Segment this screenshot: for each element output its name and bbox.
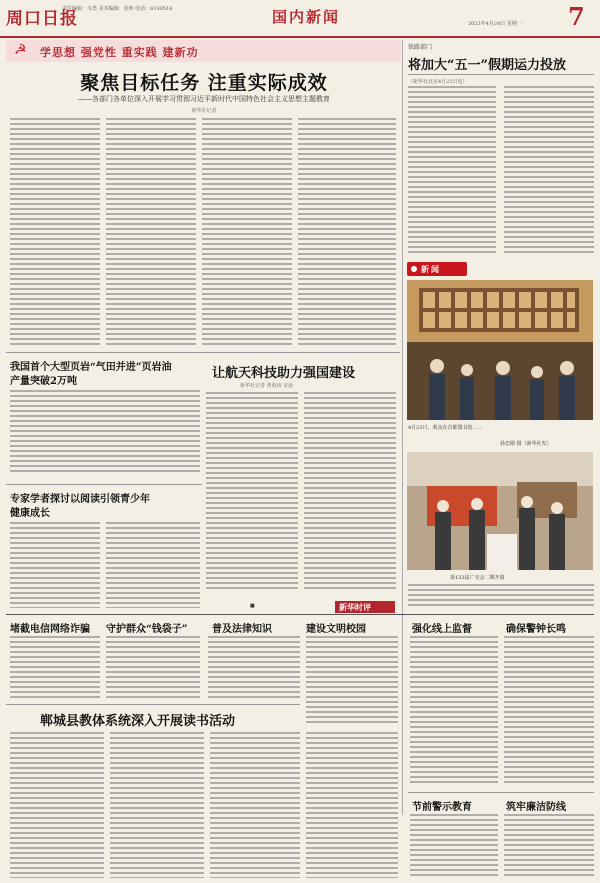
lead-byline: 新华社记者 bbox=[191, 108, 217, 114]
library-photo-caption: 4月23日，观众在首都图书馆…… bbox=[408, 425, 483, 431]
wallet-body bbox=[106, 636, 200, 698]
reading-headline-line2: 健康成长 bbox=[10, 508, 50, 519]
divider bbox=[408, 792, 594, 793]
law-body bbox=[208, 636, 300, 698]
aerospace-byline: 新华社记者 黄海涛 宋晨 bbox=[240, 383, 294, 389]
xinhua-stamp: ■ bbox=[250, 603, 255, 609]
law-headline: 普及法律知识 bbox=[212, 624, 272, 635]
integrity-headline: 筑牢廉洁防线 bbox=[506, 802, 566, 813]
aerospace-headline: 让航天科技助力强国建设 bbox=[212, 366, 356, 381]
header-meta: 责任编辑：韦勇 美术编辑：张坤 电话：6199516 bbox=[62, 6, 173, 12]
xinhua-commentary-logo: 新华时评 bbox=[335, 601, 395, 613]
warning-body bbox=[504, 636, 594, 786]
divider bbox=[6, 704, 300, 705]
reading-activity-body-col-3 bbox=[210, 732, 300, 878]
canton-fair-photo bbox=[407, 452, 593, 570]
right-kicker: 铁路部门 bbox=[408, 44, 433, 51]
library-photo-credit: 孙忠刚 摄（新华社发） bbox=[500, 441, 552, 447]
fraud-body bbox=[10, 636, 100, 698]
integrity-body bbox=[504, 814, 594, 878]
campus-headline: 建设文明校园 bbox=[306, 624, 366, 635]
wallet-headline: 守护群众“钱袋子” bbox=[106, 624, 188, 635]
banner-slogan: 学思想 强党性 重实践 建新功 bbox=[40, 46, 199, 59]
dot-icon bbox=[411, 266, 417, 272]
lead-headline: 聚焦目标任务 注重实际成效 bbox=[80, 72, 328, 94]
reading-body-col-1 bbox=[10, 522, 100, 608]
reading-activity-body-col-1 bbox=[10, 732, 104, 878]
canton-fair-caption: 第133届广交会二期开幕 bbox=[450, 575, 505, 581]
page-number: 7 bbox=[568, 2, 585, 31]
masthead: 周口日报 bbox=[6, 9, 78, 29]
right-body-col-2 bbox=[504, 86, 594, 256]
lead-body-col-3 bbox=[202, 118, 292, 348]
library-photo-image bbox=[407, 280, 593, 420]
divider bbox=[408, 74, 594, 75]
fraud-headline: 堵截电信网络诈骗 bbox=[10, 624, 90, 635]
page-header bbox=[0, 0, 600, 38]
supervision-headline: 强化线上监督 bbox=[412, 624, 472, 635]
divider bbox=[6, 614, 594, 615]
right-body-col-1 bbox=[408, 86, 496, 256]
supervision-body bbox=[410, 636, 498, 786]
divider bbox=[6, 484, 202, 485]
reading-body-col-2 bbox=[106, 522, 200, 608]
section-title: 国内新闻 bbox=[272, 8, 341, 26]
shale-headline-line1: 我国首个大型页岩“气田并进”页岩油 bbox=[10, 362, 172, 373]
lead-body-col-1 bbox=[10, 118, 100, 348]
aerospace-body-col-2 bbox=[304, 392, 396, 592]
aerospace-body-col-1 bbox=[206, 392, 298, 592]
library-photo bbox=[407, 280, 593, 420]
lead-body-col-4 bbox=[298, 118, 396, 348]
party-emblem-icon: ☭ bbox=[14, 42, 27, 58]
column-divider bbox=[402, 40, 403, 815]
campus-body-cont bbox=[306, 732, 398, 878]
right-dateline: （新华社北京4月22日电） bbox=[408, 79, 468, 85]
pre-holiday-headline: 节前警示教育 bbox=[412, 802, 472, 813]
campus-body bbox=[306, 636, 398, 726]
reading-activity-headline: 郸城县教体系统深入开展读书活动 bbox=[40, 714, 236, 729]
news-tab: 新闻 bbox=[407, 262, 467, 276]
issue-date: 2023年4月24日 星期一 bbox=[468, 21, 522, 27]
shale-headline-line2: 产量突破2万吨 bbox=[10, 376, 77, 387]
canton-fair-photo-image bbox=[407, 452, 593, 570]
lead-subheadline: ——各部门各单位深入开展学习贯彻习近平新时代中国特色社会主义思想主题教育 bbox=[78, 95, 330, 103]
canton-fair-body bbox=[408, 584, 594, 608]
reading-headline-line1: 专家学者探讨以阅读引领青少年 bbox=[10, 494, 150, 505]
warning-headline: 确保警钟长鸣 bbox=[506, 624, 566, 635]
right-headline: 将加大“五一”假期运力投放 bbox=[408, 58, 566, 73]
reading-activity-body-col-2 bbox=[110, 732, 204, 878]
divider bbox=[6, 352, 400, 353]
shale-body bbox=[10, 390, 200, 474]
pre-holiday-body bbox=[410, 814, 498, 878]
theme-banner bbox=[6, 40, 401, 62]
lead-body-col-2 bbox=[106, 118, 196, 348]
